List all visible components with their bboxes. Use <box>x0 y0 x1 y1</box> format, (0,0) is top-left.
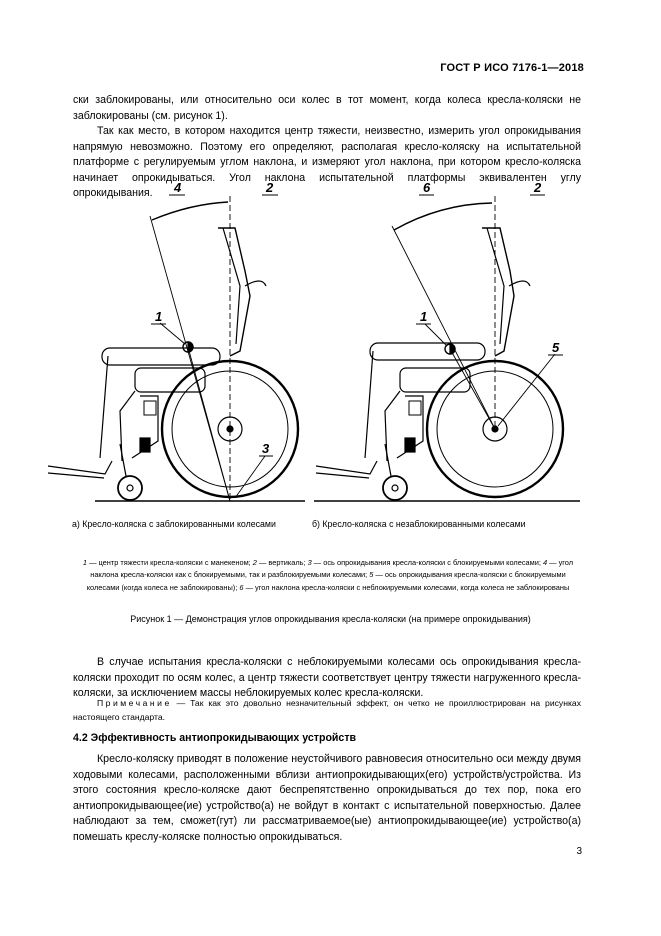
section-heading: 4.2 Эффективность антиопрокидывающих устройств <box>73 732 357 744</box>
figure-title: Рисунок 1 — Демонстрация углов опрокидывания кресла-коляски (на примере опрокидывания) <box>130 614 531 624</box>
caption-b: б) Кресло-коляска с незаблокированными колесами <box>312 519 526 529</box>
angle-arc-6 <box>394 203 492 230</box>
document-header: ГОСТ Р ИСО 7176-1—2018 <box>440 62 584 74</box>
caster-b <box>383 476 407 500</box>
paragraph-3: В случае испытания кресла-коляски с неблокируемыми колесами ось опрокидывания кресла-коляски проходит по осям колес, а центр тяжести соответствует центру тяжести нагруженного кресла-коляски, за исключением массы неблокируемых колес кресла-коляски. <box>73 656 581 700</box>
label-3: 3 <box>262 441 270 456</box>
label-2a: 2 <box>266 180 274 195</box>
tilt-line-b <box>392 226 495 429</box>
note-body: — Так как это довольно незначительный эффект, он четко не проиллюстрирован на рисунках настоящего стандарта. <box>73 698 581 722</box>
label-2b: 2 <box>534 180 542 195</box>
label-5: 5 <box>552 340 560 355</box>
wheelchair-b <box>314 196 580 501</box>
caster-a <box>118 476 142 500</box>
figure-legend: 1 — центр тяжести кресла-коляски с манекеном; 2 — вертикаль; 3 — ось опрокидывания кресла-коляски с блокируемыми колесами; 4 — угол наклона кресла-коляски как с блокируемыми, так и разблокируемыми колесами; 5 — ось опрокидывания кресла-коляски с блокируемыми колесами (когда колеса не заблокированы); 6 — угол наклона кресла-коляски с неблокируемыми колесами, когда колеса не заблокированы <box>82 558 574 592</box>
caption-a: а) Кресло-коляска с заблокированными колесами <box>72 519 276 529</box>
paragraph-2: Так как место, в котором находится центр тяжести, неизвестно, измерить угол опрокидывания напрямую невозможно. Поэтому его определяют, располагая кресло-коляску на испытательной платформе с регулируемым углом наклона, и измеряют угол наклона, при котором кресло-коляска начинает опрокидываться. Угол наклона испытательной платформы эквивалентен углу опрокидывания. <box>73 125 581 200</box>
label-1b: 1 <box>420 309 428 324</box>
note <box>73 697 581 724</box>
label-6: 6 <box>423 180 431 195</box>
figure-1-drawing <box>40 176 580 511</box>
note-label: Примечание <box>97 698 172 708</box>
page-number: 3 <box>576 846 582 857</box>
paragraph-1: ски заблокированы, или относительно оси колес в тот момент, когда колеса кресла-коляски не заблокированы (см. рисунок 1). <box>73 94 581 122</box>
paragraph-4: Кресло-коляску приводят в положение неустойчивого равновесия относительно оси между двумя ходовыми колесами, расположенными вблизи антиопрокидывающих(его) устройств/устройства. Из этого состояния кресло-коляске дают беспрепятственно опрокидываться до тех пор, пока его антиопрокидывающее(ие) устройство(а) не войдут в контакт с испытательной поверхностью. Далее наблюдают за тем, сможет(гут) ли рассматриваемое(ые) антиопрокидывающее(ие) устройство(а) помешать креслу-коляске полностью опрокидываться. <box>73 753 581 843</box>
angle-arc-4 <box>152 202 228 220</box>
label-4: 4 <box>174 180 182 195</box>
label-1a: 1 <box>155 309 163 324</box>
